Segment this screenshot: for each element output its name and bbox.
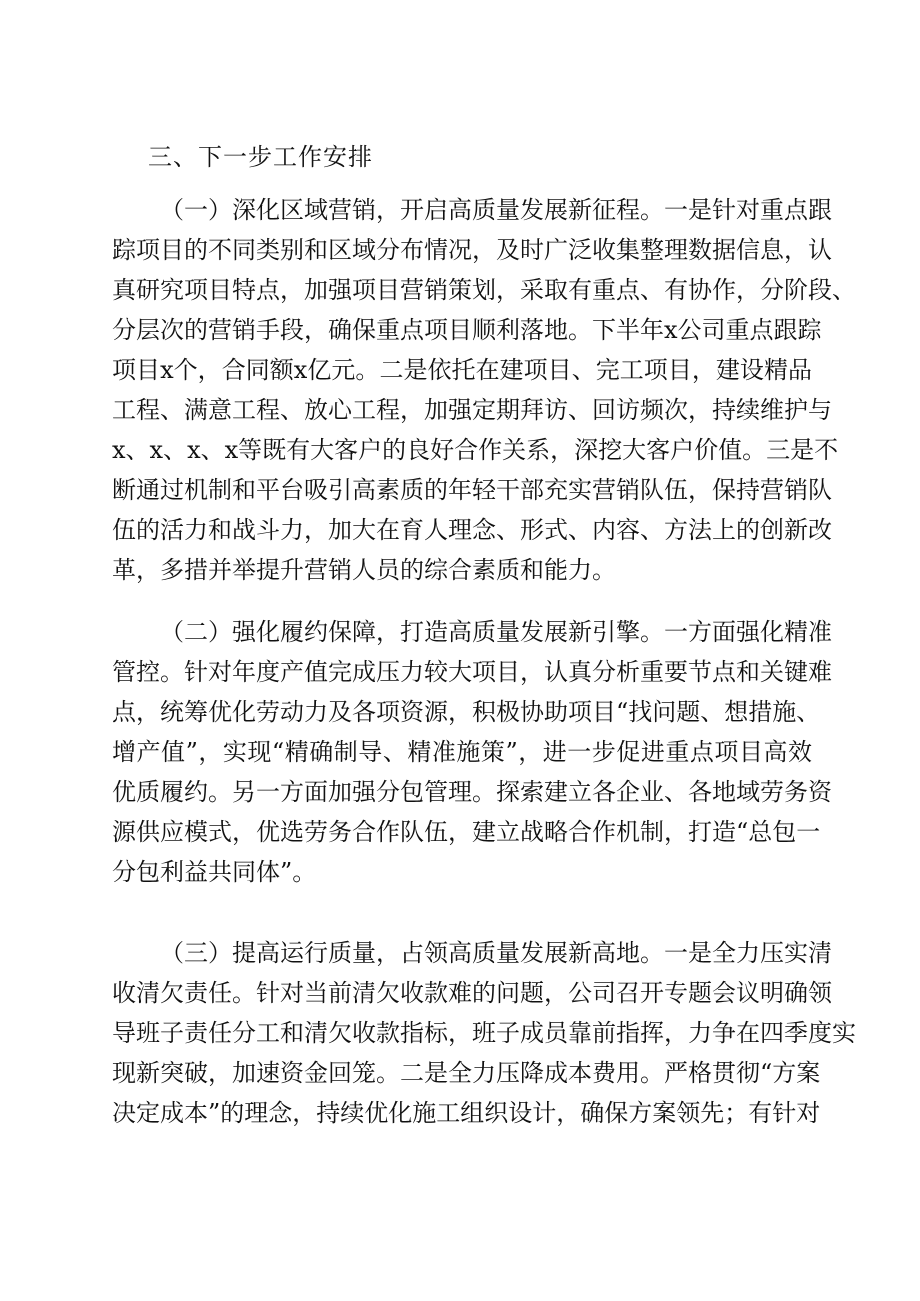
paragraph-line: 导班子责任分工和清欠收款指标，班子成员靠前指挥，力争在四季度实 bbox=[112, 1019, 856, 1047]
paragraph-line: （二）强化履约保障，打造高质量发展新引擎。一方面强化精准 bbox=[160, 618, 832, 646]
paragraph-line: 收清欠责任。针对当前清欠收款难的问题，公司召开专题会议明确领 bbox=[112, 979, 832, 1007]
paragraph-line: x、x、x、x等既有大客户的良好合作关系，深挖大客户价值。三是不 bbox=[112, 436, 839, 464]
paragraph-line: 决定成本”的理念，持续优化施工组织设计，确保方案领先；有针对 bbox=[112, 1099, 821, 1127]
paragraph-line: 现新突破，加速资金回笼。二是全力压降成本费用。严格贯彻“方案 bbox=[112, 1059, 821, 1087]
paragraph-line: 分层次的营销手段，确保重点项目顺利落地。下半年x公司重点跟踪 bbox=[112, 316, 822, 344]
paragraph-line: （一）深化区域营销，开启高质量发展新征程。一是针对重点跟 bbox=[160, 196, 832, 224]
paragraph-line: 断通过机制和平台吸引高素质的年轻干部充实营销队伍，保持营销队 bbox=[112, 476, 832, 504]
paragraph-line: 源供应模式，优选劳务合作队伍，建立战略合作机制，打造“总包一 bbox=[112, 818, 821, 846]
paragraph-line: 管控。针对年度产值完成压力较大项目，认真分析重要节点和关键难 bbox=[112, 658, 832, 686]
paragraph-line: （三）提高运行质量，占领高质量发展新高地。一是全力压实清 bbox=[160, 939, 832, 967]
paragraph-line: 真研究项目特点，加强项目营销策划，采取有重点、有协作，分阶段、 bbox=[112, 276, 856, 304]
paragraph-line: 分包利益共同体”。 bbox=[112, 858, 317, 886]
paragraph-line: 工程、满意工程、放心工程，加强定期拜访、回访频次，持续维护与 bbox=[112, 396, 832, 424]
section-heading: 三、下一步工作安排 bbox=[148, 143, 373, 171]
paragraph-line: 点，统筹优化劳动力及各项资源，积极协助项目“找问题、想措施、 bbox=[112, 698, 821, 726]
paragraph-line: 踪项目的不同类别和区域分布情况，及时广泛收集整理数据信息，认 bbox=[112, 236, 832, 264]
paragraph-line: 伍的活力和战斗力，加大在育人理念、形式、内容、方法上的创新改 bbox=[112, 516, 832, 544]
paragraph-line: 优质履约。另一方面加强分包管理。探索建立各企业、各地域劳务资 bbox=[112, 778, 832, 806]
paragraph-line: 增产值”，实现“精确制导、精准施策”，进一步促进重点项目高效 bbox=[112, 738, 812, 766]
paragraph-line: 革，多措并举提升营销人员的综合素质和能力。 bbox=[112, 556, 616, 584]
paragraph-line: 项目x个，合同额x亿元。二是依托在建项目、完工项目，建设精品 bbox=[112, 356, 812, 384]
